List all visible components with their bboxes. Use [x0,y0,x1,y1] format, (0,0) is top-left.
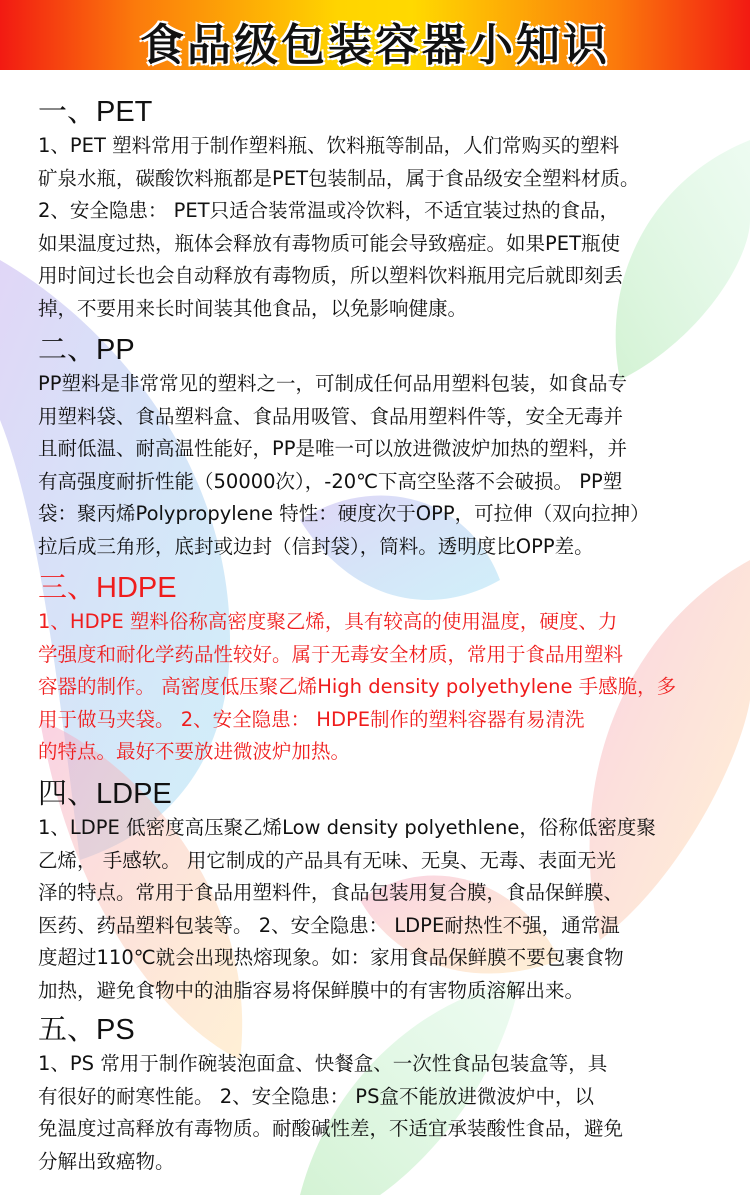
section-text-pet: 1、PET 塑料常用于制作塑料瓶、饮料瓶等制品，人们常购买的塑料 矿泉水瓶，碳酸饮料瓶都是PET包装制品，属于食品级安全塑料材质。 2、安全隐患： PET只适合装常温或冷饮料，不适宜装过热的食品， 如果温度过热，瓶体会释放有毒物质可能会导致癌症。如果PET瓶使 用时间过长也会自动释放有毒物质，所以塑料饮料瓶用完后就即刻丢 掉，不要用来长时间装其他食品，以免影响健康。 [38,134,640,320]
section-text-ps: 1、PS 常用于制作碗装泡面盒、快餐盒、一次性食品包装盒等，具 有很好的耐寒性能。 2、安全隐患： PS盒不能放进微波炉中，以 免温度过高释放有毒物质。耐酸碱性差，不适宜承装酸性食品，避免 分解出致癌物。 [38,1052,624,1173]
title-banner [0,0,750,74]
section-heading-pet: 一、PET [38,96,153,128]
section-heading-pp: 二、PP [38,334,135,366]
section-ldpe [38,776,738,1007]
section-heading-hdpe: 三、HDPE [38,572,177,604]
section-pp [38,332,738,563]
section-pet [38,94,738,325]
section-text-ldpe: 1、LDPE 低密度高压聚乙烯Low density polyethlene，俗称低密度聚 乙烯， 手感软。 用它制成的产品具有无味、无臭、无毒、表面无光 泽的特点。常用于食品用塑料件，食品包装用复合膜，食品保鲜膜、 医药、药品塑料包装等。 2、安全隐患： LDPE耐热性不强，通常温 度超过110℃就会出现热熔现象。如：家用食品保鲜膜不要包裹食物 加热，避免食物中的油脂容易将保鲜膜中的有害物质溶解出来。 [38,816,656,1002]
section-hdpe [38,570,738,769]
section-text-hdpe: 1、HDPE 塑料俗称高密度聚乙烯，具有较高的使用温度，硬度、力 学强度和耐化学药品性较好。属于无毒安全材质，常用于食品用塑料 容器的制作。 高密度低压聚乙烯High density polyethylene 手感脆，多 用于做马夹袋。 2、安全隐患： HDPE制作的塑料容器有易清洗 的特点。最好不要放进微波炉加热。 [38,610,677,763]
section-ps [38,1012,738,1178]
section-heading-ldpe: 四、LDPE [38,778,172,810]
section-heading-ps: 五、PS [38,1014,135,1046]
section-text-pp: PP塑料是非常常见的塑料之一，可制成任何品用塑料包装，如食品专 用塑料袋、食品塑料盒、食品用吸管、食品用塑料件等，安全无毒并 且耐低温、耐高温性能好，PP是唯一可以放进微波炉加热的塑料，并 有高强度耐折性能（50000次），-20℃下高空坠落不会破损。 PP塑 袋：聚丙烯Polypropylene 特性：硬度次于OPP，可拉伸（双向拉抻） 拉后成三角形，底封或边封（信封袋），筒料。透明度比OPP差。 [38,372,650,558]
page-title: 食品级包装容器小知识 [140,20,610,71]
